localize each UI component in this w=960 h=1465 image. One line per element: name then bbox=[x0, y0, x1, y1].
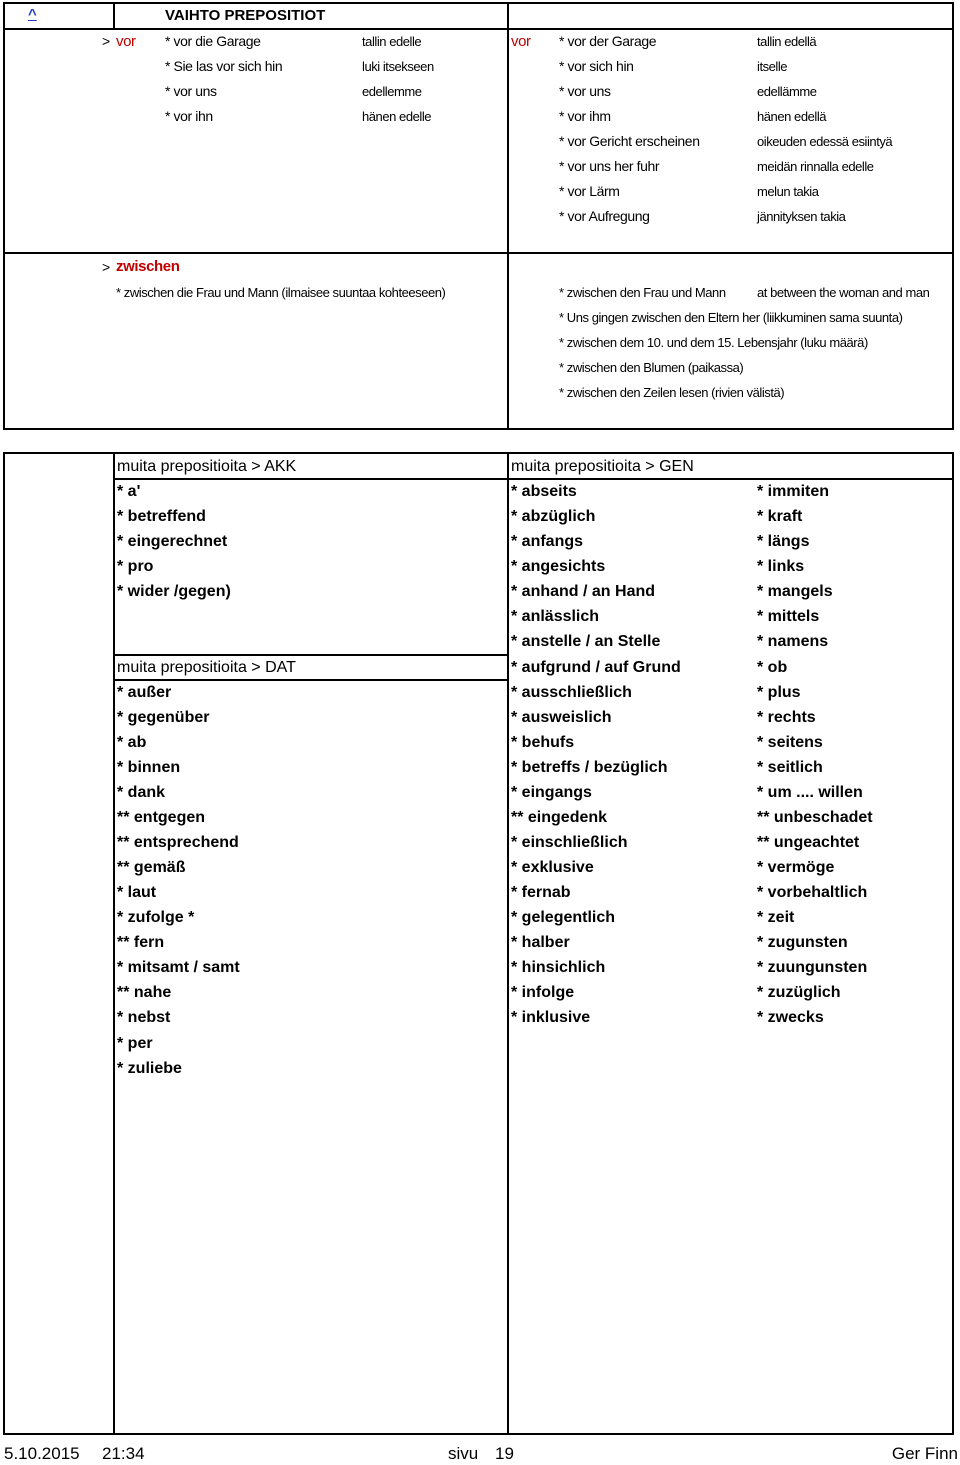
dat-item: ** entsprechend bbox=[117, 834, 239, 851]
gen-item: * infolge bbox=[511, 984, 575, 1001]
footer-page-label: sivu bbox=[448, 1444, 479, 1463]
akk-header-underline bbox=[113, 478, 954, 480]
gen-item: * anlässlich bbox=[511, 608, 600, 625]
vor-label-left: vor bbox=[116, 33, 136, 50]
gen-item: * fernab bbox=[511, 884, 571, 901]
vor-left-example: * vor ihn bbox=[165, 108, 213, 124]
gen-item: * zeit bbox=[757, 909, 795, 926]
title-row-divider bbox=[3, 28, 954, 30]
gen-item: * immiten bbox=[757, 483, 830, 500]
vor-right-example: * vor sich hin bbox=[559, 58, 634, 74]
gen-item: ** eingedenk bbox=[511, 809, 608, 826]
gen-item: * anfangs bbox=[511, 533, 584, 550]
zwischen-marker: > bbox=[102, 259, 111, 275]
dat-item: * laut bbox=[117, 884, 157, 901]
vor-right-example: * vor der Garage bbox=[559, 33, 657, 49]
gen-item: * halber bbox=[511, 934, 570, 951]
vor-right-example: * vor Aufregung bbox=[559, 208, 650, 224]
vor-right-example: * vor uns bbox=[559, 83, 611, 99]
gen-header: muita prepositioita > GEN bbox=[511, 458, 694, 475]
gen-item: * zuzüglich bbox=[757, 984, 841, 1001]
back-link[interactable]: ^ bbox=[28, 6, 37, 23]
vor-left-translation: edellemme bbox=[362, 84, 422, 99]
vor-left-example: * Sie las vor sich hin bbox=[165, 58, 283, 74]
gen-item: * um .... willen bbox=[757, 784, 863, 801]
gen-item: * inklusive bbox=[511, 1009, 591, 1026]
zwischen-label: zwischen bbox=[116, 258, 180, 275]
dat-item: ** gemäß bbox=[117, 859, 186, 876]
akk-header: muita prepositioita > AKK bbox=[117, 458, 297, 475]
gen-item: * seitens bbox=[757, 734, 823, 751]
top-middle-divider bbox=[507, 2, 509, 430]
gen-item: * exklusive bbox=[511, 859, 594, 876]
vor-right-translation: tallin edellä bbox=[757, 34, 817, 49]
gen-item: * zuungunsten bbox=[757, 959, 868, 976]
dat-header: muita prepositioita > DAT bbox=[117, 659, 296, 676]
gen-item: * aufgrund / auf Grund bbox=[511, 659, 681, 676]
gen-item: * ob bbox=[757, 659, 788, 676]
gen-item: * einschließlich bbox=[511, 834, 628, 851]
dat-item: * binnen bbox=[117, 759, 181, 776]
vor-right-example: * vor Gericht erscheinen bbox=[559, 133, 700, 149]
vor-right-translation: jännityksen takia bbox=[757, 209, 846, 224]
dat-item: * nebst bbox=[117, 1009, 171, 1026]
gen-item: * behufs bbox=[511, 734, 575, 751]
gen-item: * zwecks bbox=[757, 1009, 824, 1026]
dat-item: * ab bbox=[117, 734, 147, 751]
bottom-left-divider bbox=[113, 452, 115, 1435]
zwischen-right-example: * zwischen den Blumen (paikassa) bbox=[559, 360, 744, 375]
zwischen-right-example: * zwischen den Frau und Mann bbox=[559, 285, 726, 300]
dat-header-overline bbox=[113, 654, 507, 656]
zwischen-right-example: * zwischen den Zeilen lesen (rivien välistä) bbox=[559, 385, 785, 400]
vor-left-translation: hänen edelle bbox=[362, 109, 432, 124]
vor-label-right: vor bbox=[511, 33, 531, 50]
dat-item: ** fern bbox=[117, 934, 165, 951]
vor-left-translation: luki itsekseen bbox=[362, 59, 434, 74]
gen-item: * namens bbox=[757, 633, 829, 650]
footer-date: 5.10.2015 bbox=[4, 1444, 80, 1463]
dat-item: ** nahe bbox=[117, 984, 172, 1001]
gen-item: * kraft bbox=[757, 508, 803, 525]
vor-section-divider bbox=[3, 252, 954, 254]
top-left-column-divider bbox=[113, 2, 115, 30]
vor-right-translation: hänen edellä bbox=[757, 109, 827, 124]
footer-doc-name: Ger Finn bbox=[891, 1444, 958, 1463]
gen-item: ** ungeachtet bbox=[757, 834, 860, 851]
gen-item: * hinsichlich bbox=[511, 959, 606, 976]
dat-item: * zufolge * bbox=[117, 909, 195, 926]
zwischen-right-example: * Uns gingen zwischen den Eltern her (liikkuminen sama suunta) bbox=[559, 310, 903, 325]
gen-item: * rechts bbox=[757, 709, 816, 726]
vor-marker: > bbox=[102, 33, 111, 49]
akk-item: * pro bbox=[117, 558, 154, 575]
gen-item: * zugunsten bbox=[757, 934, 848, 951]
zwischen-left-example: * zwischen die Frau und Mann (ilmaisee suuntaa kohteeseen) bbox=[116, 285, 446, 300]
dat-item: * dank bbox=[117, 784, 166, 801]
vor-left-example: * vor uns bbox=[165, 83, 217, 99]
dat-item: * außer bbox=[117, 684, 172, 701]
akk-item: * a' bbox=[117, 483, 141, 500]
gen-item: * eingangs bbox=[511, 784, 592, 801]
akk-item: * wider /gegen) bbox=[117, 583, 231, 600]
vor-right-translation: oikeuden edessä esiintyä bbox=[757, 134, 893, 149]
dat-item: * per bbox=[117, 1035, 153, 1052]
bottom-middle-divider bbox=[507, 452, 509, 1435]
gen-item: * links bbox=[757, 558, 805, 575]
gen-item: * anhand / an Hand bbox=[511, 583, 656, 600]
footer-time: 21:34 bbox=[102, 1444, 145, 1463]
page-title: VAIHTO PREPOSITIOT bbox=[165, 7, 326, 24]
dat-header-underline bbox=[113, 679, 507, 681]
gen-item: * vermöge bbox=[757, 859, 835, 876]
vor-right-translation: itselle bbox=[757, 59, 788, 74]
gen-item: * abseits bbox=[511, 483, 577, 500]
gen-item: * ausschließlich bbox=[511, 684, 632, 701]
dat-item: * gegenüber bbox=[117, 709, 210, 726]
gen-item: * gelegentlich bbox=[511, 909, 616, 926]
gen-item: * mittels bbox=[757, 608, 820, 625]
vor-right-translation: melun takia bbox=[757, 184, 819, 199]
gen-item: * mangels bbox=[757, 583, 833, 600]
gen-item: * abzüglich bbox=[511, 508, 596, 525]
vor-right-translation: edellämme bbox=[757, 84, 817, 99]
vor-right-translation: meidän rinnalla edelle bbox=[757, 159, 874, 174]
akk-item: * betreffend bbox=[117, 508, 206, 525]
gen-item: ** unbeschadet bbox=[757, 809, 873, 826]
dat-item: ** entgegen bbox=[117, 809, 206, 826]
akk-item: * eingerechnet bbox=[117, 533, 228, 550]
zwischen-right-example: * zwischen dem 10. und dem 15. Lebensjahr (luku määrä) bbox=[559, 335, 868, 350]
gen-item: * längs bbox=[757, 533, 810, 550]
gen-item: * ausweislich bbox=[511, 709, 612, 726]
gen-item: * betreffs / bezüglich bbox=[511, 759, 668, 776]
gen-item: * anstelle / an Stelle bbox=[511, 633, 661, 650]
vor-left-translation: tallin edelle bbox=[362, 34, 422, 49]
vor-left-example: * vor die Garage bbox=[165, 33, 261, 49]
zwischen-right-translation: at between the woman and man bbox=[757, 285, 930, 300]
gen-item: * seitlich bbox=[757, 759, 823, 776]
gen-item: * vorbehaltlich bbox=[757, 884, 868, 901]
vor-right-example: * vor uns her fuhr bbox=[559, 158, 660, 174]
dat-item: * zuliebe bbox=[117, 1060, 182, 1077]
vor-right-example: * vor Lärm bbox=[559, 183, 620, 199]
gen-item: * plus bbox=[757, 684, 801, 701]
gen-item: * angesichts bbox=[511, 558, 606, 575]
footer-page-number: 19 bbox=[495, 1444, 514, 1463]
dat-item: * mitsamt / samt bbox=[117, 959, 240, 976]
vor-right-example: * vor ihm bbox=[559, 108, 611, 124]
